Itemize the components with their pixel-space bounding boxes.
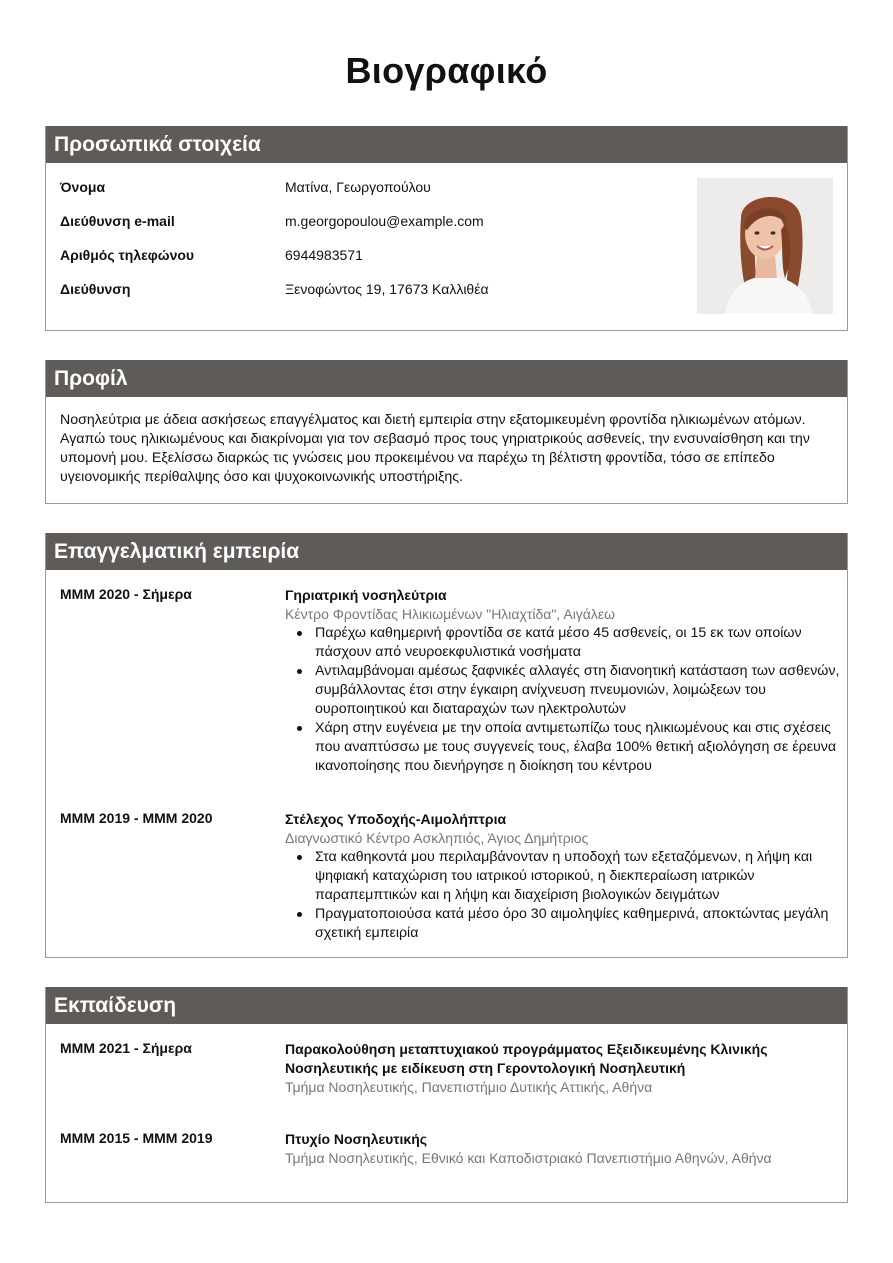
entry-organization: Τμήμα Νοσηλευτικής, Εθνικό και Καποδιστριακό Πανεπιστήμιο Αθηνών, Αθήνα	[285, 1150, 772, 1166]
profile-section	[45, 360, 848, 504]
document-title: Βιογραφικό	[345, 50, 548, 91]
profile-photo	[697, 178, 833, 314]
personal-details-section	[45, 126, 848, 331]
section-heading: Προσωπικά στοιχεία	[46, 126, 847, 163]
bullet-item: Χάρη στην ευγένεια με την οποία αντιμετωπίζω τους ηλικιωμένους και στις σχέσεις που αναπτύσσω με τους συγγενείς τους, έλαβα 100% θετική αξιολόγηση σε έρευνα ικανοποίησης που διενήργησε η διοίκηση του κέντρου	[285, 719, 845, 776]
bullet-item: Στα καθηκοντά μου περιλαμβάνονταν η υποδοχή των εξεταζόμενων, η λήψη και ψηφιακή καταχώριση του ιατρικού ιστορικού, η διεκπεραίωση ιατρικών παραπεμπτικών και η λήψη και διαχείριση βιολογικών δειγμάτων	[285, 848, 845, 905]
info-label: Όνομα	[60, 179, 106, 195]
info-value: Ξενοφώντος 19, 17673 Καλλιθέα	[285, 281, 489, 297]
entry-title: Πτυχίο Νοσηλευτικής	[285, 1131, 428, 1147]
entry-body	[285, 1130, 845, 1168]
info-value: Ματίνα, Γεωργοπούλου	[285, 179, 431, 195]
info-label: Αριθμός τηλεφώνου	[60, 247, 195, 263]
section-heading: Εκπαίδευση	[46, 987, 847, 1024]
section-heading: Προφίλ	[46, 360, 847, 397]
education-section	[45, 987, 848, 1203]
entry-body	[285, 586, 845, 776]
entry-date: ΜΜΜ 2021 - Σήμερα	[60, 1040, 192, 1056]
experience-section	[45, 533, 848, 958]
entry-bullets	[285, 624, 845, 776]
bullet-item: Πραγματοποιούσα κατά μέσο όρο 30 αιμοληψίες καθημερινά, αποκτώντας μεγάλη σχετική εμπειρία	[285, 905, 845, 943]
entry-date: ΜΜΜ 2019 - ΜΜΜ 2020	[60, 810, 213, 826]
entry-date: ΜΜΜ 2020 - Σήμερα	[60, 586, 192, 602]
bullet-item: Παρέχω καθημερινή φροντίδα σε κατά μέσο 45 ασθενείς, οι 15 εκ των οποίων πάσχουν από νευροεκφυλιστικά νοσήματα	[285, 624, 845, 662]
entry-organization: Διαγνωστικό Κέντρο Ασκληπιός, Άγιος Δημήτριος	[285, 830, 589, 846]
entry-title: Γηριατρική νοσηλεύτρια	[285, 587, 447, 603]
entry-organization: Κέντρο Φροντίδας Ηλικιωμένων "Ηλιαχτίδα", Αιγάλεω	[285, 606, 616, 622]
entry-title: Παρακολούθηση μεταπτυχιακού προγράμματος Εξειδικευμένης Κλινικής Νοσηλευτικής με ειδίκευση στη Γεροντολογική Νοσηλευτική	[285, 1041, 768, 1076]
info-value: 6944983571	[285, 247, 363, 263]
entry-title: Στέλεχος Υποδοχής-Αιμολήπτρια	[285, 811, 507, 827]
entry-date: ΜΜΜ 2015 - ΜΜΜ 2019	[60, 1130, 213, 1146]
profile-summary: Νοσηλεύτρια με άδεια ασκήσεως επαγγέλματος και διετή εμπειρία στην εξατομικευμένη φροντίδα ηλικιωμένων ατόμων. Αγαπώ τους ηλικιωμένους και διακρίνομαι για τον σεβασμό προς τους γηριατρικούς ασθενείς, την ενσυναίσθηση και την υπομονή μου. Εξελίσσω διαρκώς τις γνώσεις μου προκειμένου να παρέχω τη βέλτιστη φροντίδα, τόσο σε επίπεδο υγειονομικής περίθαλψης όσο και ψυχοκοινωνικής υποστήριξης.	[60, 412, 810, 485]
entry-body	[285, 810, 845, 943]
info-value: m.georgopoulou@example.com	[285, 213, 484, 229]
entry-body	[285, 1040, 845, 1097]
entry-bullets	[285, 848, 845, 943]
info-label: Διεύθυνση e-mail	[60, 213, 175, 229]
entry-organization: Τμήμα Νοσηλευτικής, Πανεπιστήμιο Δυτικής Αττικής, Αθήνα	[285, 1079, 653, 1095]
info-label: Διεύθυνση	[60, 281, 131, 297]
profile-photo-image	[697, 178, 833, 314]
bullet-item: Αντιλαμβάνομαι αμέσως ξαφνικές αλλαγές στη διανοητική κατάσταση των ασθενών, συμβάλλοντας έτσι στην έγκαιρη ανίχνευση πνευμονιών, λοιμώξεων του ουροποιητικού και διαταραχών των ηλεκτρολυτών	[285, 662, 845, 719]
section-heading: Επαγγελματική εμπειρία	[46, 533, 847, 570]
